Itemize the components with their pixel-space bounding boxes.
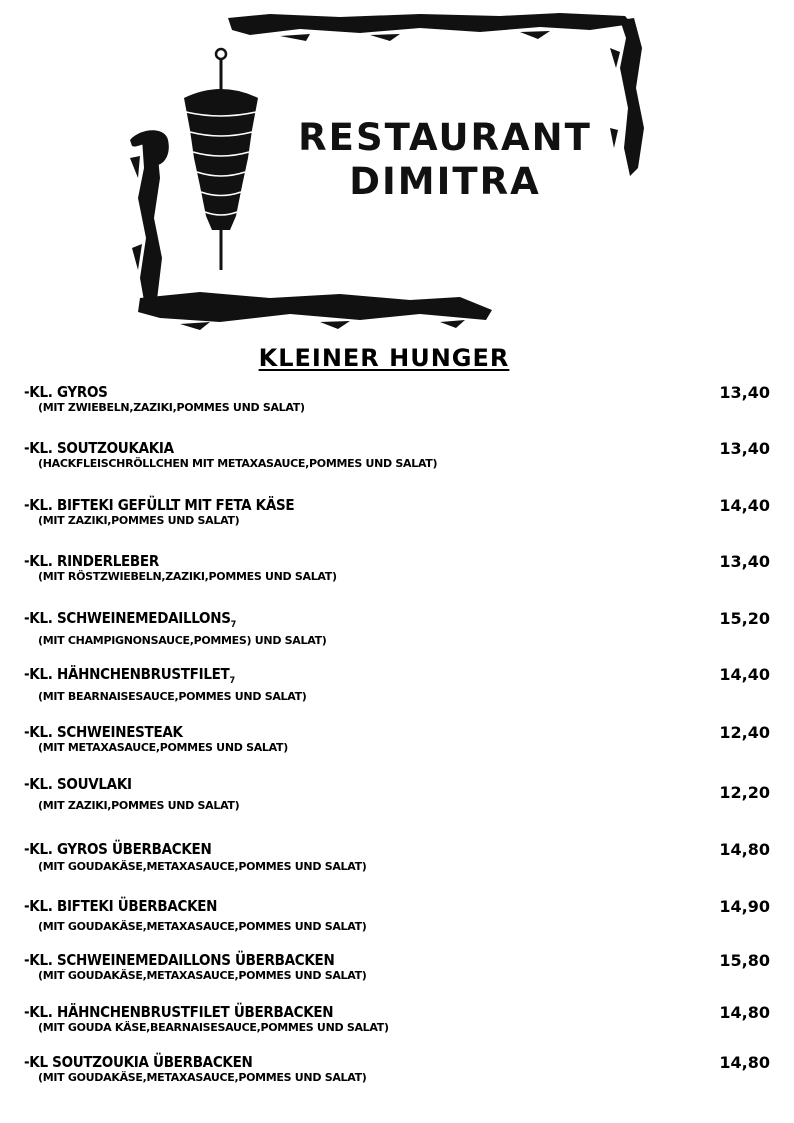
menu-item-name: -KL. SOUTZOUKAKIA	[24, 439, 174, 457]
menu-item-name: -KL. SCHWEINEMEDAILLONS ÜBERBACKEN	[24, 951, 335, 969]
menu-item-price: 15,80	[719, 951, 770, 970]
menu-item-price: 13,40	[719, 383, 770, 402]
menu-item-price: 14,80	[719, 840, 770, 859]
menu-item-name: -KL. SOUVLAKI	[24, 775, 132, 793]
menu-item-description: (MIT GOUDAKÄSE,METAXASAUCE,POMMES UND SALAT)	[38, 969, 367, 982]
additive-note: 7	[230, 620, 236, 630]
menu-item-name: -KL. $SCHWEINEMEDAILLONS_7$	[24, 609, 236, 630]
menu-item-name: -KL SOUTZOUKIA ÜBERBACKEN	[24, 1053, 253, 1071]
gyros-spit-icon	[184, 49, 258, 270]
menu-item	[24, 952, 774, 983]
menu-item	[24, 1004, 774, 1035]
menu-item	[24, 440, 774, 471]
menu-item-price: 12,20	[719, 783, 770, 802]
menu-item-name: -KL. GYROS	[24, 383, 108, 401]
menu-item-price: 13,40	[719, 552, 770, 571]
menu-item-name: -KL. SCHWEINESTEAK	[24, 723, 183, 741]
menu-item	[24, 666, 774, 704]
menu-item	[24, 610, 774, 648]
menu-item-name: -KL. HÄHNCHENBRUSTFILET ÜBERBACKEN	[24, 1003, 334, 1021]
menu-item-name: -KL. BIFTEKI GEFÜLLT MIT FETA KÄSE	[24, 496, 295, 514]
menu-item-description: (MIT METAXASAUCE,POMMES UND SALAT)	[38, 741, 288, 754]
menu-item-name: -KL. RINDERLEBER	[24, 552, 159, 570]
menu-item	[24, 553, 774, 584]
menu-item-name: -KL. $HÄHNCHENBRUSTFILET_7$	[24, 665, 235, 686]
menu-item-description: (MIT ZAZIKI,POMMES UND SALAT)	[38, 514, 240, 527]
menu-item-description: (MIT BEARNAISESAUCE,POMMES UND SALAT)	[38, 690, 307, 703]
restaurant-name-line2: DIMITRA	[349, 160, 541, 203]
menu-item-description: (MIT CHAMPIGNONSAUCE,POMMES) UND SALAT)	[38, 634, 327, 647]
menu-item-price: 14,80	[719, 1003, 770, 1022]
menu-item-price: 14,80	[719, 1053, 770, 1072]
menu-item	[24, 776, 774, 813]
section-title: KLEINER HUNGER	[258, 344, 510, 372]
menu-item-description: (MIT GOUDAKÄSE,METAXASAUCE,POMMES UND SALAT)	[38, 860, 367, 873]
menu-item-price: 14,40	[719, 496, 770, 515]
menu-item	[24, 497, 774, 528]
menu-item-price: 14,90	[719, 897, 770, 916]
menu-item	[24, 898, 774, 934]
menu-item-price: 13,40	[719, 439, 770, 458]
menu-item-description: (MIT RÖSTZWIEBELN,ZAZIKI,POMMES UND SALAT)	[38, 570, 337, 583]
menu-item-description: (MIT GOUDAKÄSE,METAXASAUCE,POMMES UND SALAT)	[38, 920, 367, 933]
menu-item-price: 15,20	[719, 609, 770, 628]
menu-item	[24, 724, 774, 755]
menu-item	[24, 1054, 774, 1085]
menu-item	[24, 384, 774, 415]
menu-item	[24, 841, 774, 874]
menu-item-price: 12,40	[719, 723, 770, 742]
menu-item-description: (MIT ZAZIKI,POMMES UND SALAT)	[38, 799, 240, 812]
menu-item-description: (MIT GOUDA KÄSE,BEARNAISESAUCE,POMMES UND SALAT)	[38, 1021, 389, 1034]
menu-item-price: 14,40	[719, 665, 770, 684]
menu-item-description: (HACKFLEISCHRÖLLCHEN MIT METAXASAUCE,POMMES UND SALAT)	[38, 457, 438, 470]
restaurant-name	[295, 116, 595, 204]
menu-item-description: (MIT GOUDAKÄSE,METAXASAUCE,POMMES UND SALAT)	[38, 1071, 367, 1084]
additive-note: 7	[229, 676, 235, 686]
menu-item-name: -KL. BIFTEKI ÜBERBACKEN	[24, 897, 218, 915]
menu-item-description: (MIT ZWIEBELN,ZAZIKI,POMMES UND SALAT)	[38, 401, 305, 414]
restaurant-name-line1: RESTAURANT	[298, 116, 592, 159]
menu-item-name: -KL. GYROS ÜBERBACKEN	[24, 840, 212, 858]
